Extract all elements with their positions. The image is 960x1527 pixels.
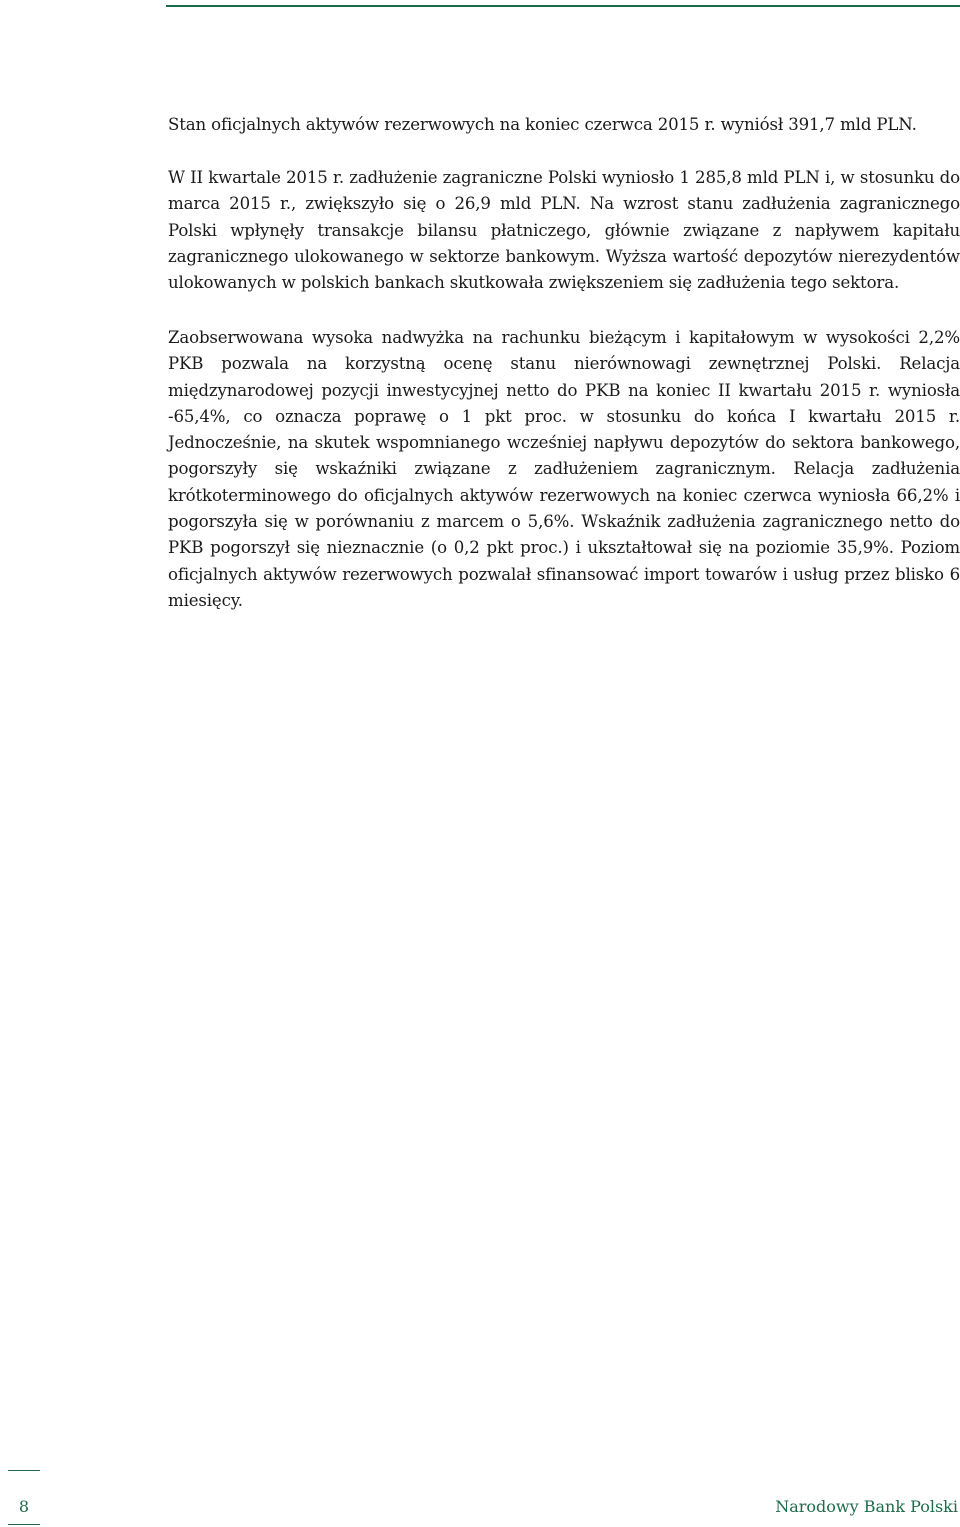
- footer-rule-bottom: [8, 1524, 40, 1525]
- header-rule: [166, 5, 960, 7]
- footer-rule-top: [8, 1470, 40, 1471]
- paragraph-external-balance: Zaobserwowana wysoka nadwyżka na rachunku bieżącym i kapitałowym w wysokości 2,2% PKB pozwala na korzystną ocenę stanu nierównowagi zewnętrznej Polski. Relacja międzynarodowej pozycji inwestycyjnej netto do PKB na koniec II kwartału 2015 r. wyniosła -65,4%, co oznacza poprawę o 1 pkt proc. w stosunku do końca I kwartału 2015 r. Jednocześnie, na skutek wspomnianego wcześniej napływu depozytów do sektora bankowego, pogorszyły się wskaźniki związane z zadłużeniem zagranicznym. Relacja zadłużenia krótkoterminowego do oficjalnych aktywów rezerwowych na koniec czerwca wyniosła 66,2% i pogorszyła się w porównaniu z marcem o 5,6%. Wskaźnik zadłużenia zagranicznego netto do PKB pogorszył się nieznacznie (o 0,2 pkt proc.) i ukształtował się na poziomie 35,9%. Poziom oficjalnych aktywów rezerwowych pozwalał sfinansować import towarów i usług przez blisko 6 miesięcy.: [168, 328, 960, 610]
- page-number: 8: [18, 1497, 30, 1516]
- publisher-name: Narodowy Bank Polski: [775, 1497, 958, 1516]
- paragraph-foreign-debt: W II kwartale 2015 r. zadłużenie zagraniczne Polski wyniosło 1 285,8 mld PLN i, w stosunku do marca 2015 r., zwiększyło się o 26,9 mld PLN. Na wzrost stanu zadłużenia zagranicznego Polski wpłynęły transakcje bilansu płatniczego, głównie związane z napływem kapitału zagranicznego ulokowanego w sektorze bankowym. Wyższa wartość depozytów nierezydentów ulokowanych w polskich bankach skutkowała zwiększeniem się zadłużenia tego sektora.: [168, 168, 960, 293]
- paragraph-reserve-assets: Stan oficjalnych aktywów rezerwowych na koniec czerwca 2015 r. wyniósł 391,7 mld PLN.: [168, 115, 917, 134]
